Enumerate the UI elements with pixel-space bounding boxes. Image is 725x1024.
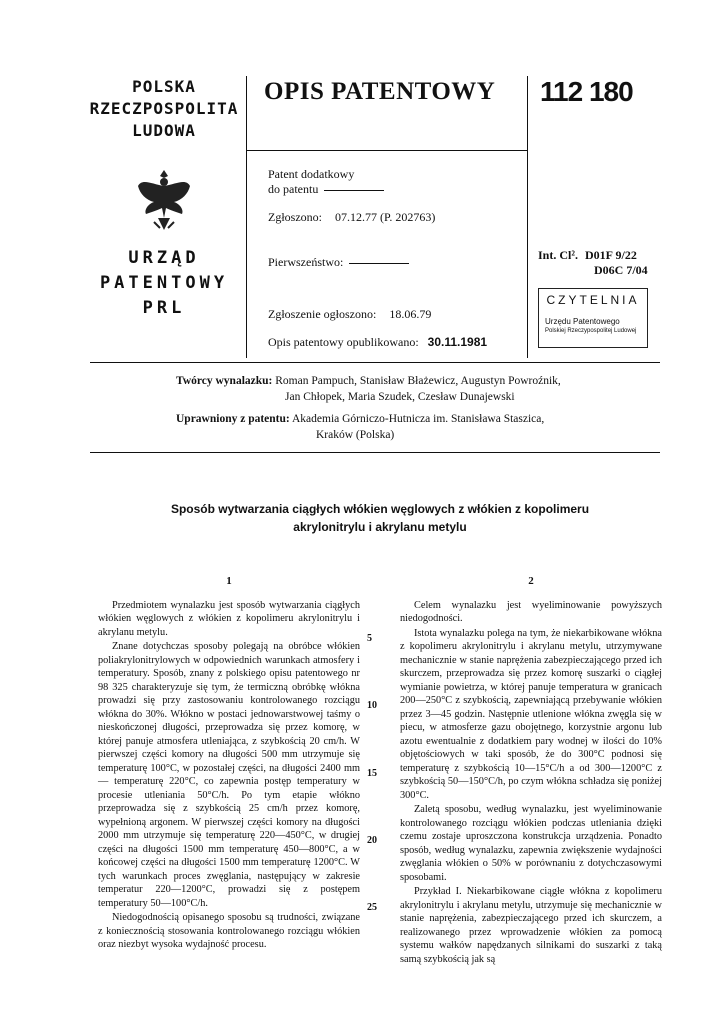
blank-line — [349, 263, 409, 264]
office-block — [88, 246, 240, 321]
invention-title-line-2: akrylonitrylu i akrylanu metylu — [293, 520, 467, 534]
line-number-20: 20 — [367, 835, 377, 846]
office-line-2: PATENTOWY — [99, 273, 229, 293]
divider-right — [527, 76, 528, 358]
publication-field — [268, 335, 487, 350]
country-line-3: LUDOWA — [132, 121, 196, 140]
priority-label: Pierwszeństwo: — [268, 255, 344, 269]
invention-title-line-1: Sposób wytwarzania ciągłych włókien węglowych z włókien z kopolimeru — [170, 502, 590, 516]
line-number-25: 25 — [367, 902, 377, 913]
line-number-10: 10 — [367, 700, 377, 711]
country-block — [88, 76, 240, 321]
publication-value: 30.11.1981 — [427, 335, 488, 349]
announcement-label: Zgłoszenie ogłoszono: — [268, 307, 377, 321]
classification-block — [538, 248, 637, 263]
announcement-value: 18.06.79 — [389, 307, 432, 321]
publication-label: Opis patentowy opublikowano: — [268, 335, 419, 349]
document-title: OPIS PATENTOWY — [264, 78, 496, 105]
classification-label: Int. Cl². — [538, 248, 578, 262]
column-1-paragraph-2: Znane dotychczas sposoby polegają na obróbce włókien poliakrylonitrylowych w odpowiednich warunkach atmosfery i temperatury. Sposób, znany z polskiego opisu patentowego nr 98 325 charakteryzuje się tym, że termiczną obróbkę włókna prowadzi się przy zastosowaniu kontrolowanego rozciągu włókna do 30%. Włókno w postaci jednowarstwowej taśmy o nieskończonej długości, przeprowadza się przez komorę, w której panuje atmosfera utleniająca, z szybkością 20 cm/h. W pierwszej części komory na długości 500 mm utrzymuje się temperaturę 100°C, w pozostałej części, na długości 2400 mm — temperaturę 220°C, co zapewnia postęp temperatury w procesie utleniania 50°C/h. Po tym etapie włókno przeprowadza się z szybkością 25 cm/h przez komorę, wypełnioną argonem. W pierwszej części komory na długości 2000 mm utrzymuje się temperaturę 220—450°C, w drugiej części na długości 1500 mm temperaturę 450—800°C, a w końcowej części na długości 1500 mm temperaturę 1200°C. W tych warunkach proces zwęglania, następujący w zakresie temperatur 220—1200°C, prowadzi się z postępem temperatury 50—100°C/h. — [98, 641, 360, 909]
patent-number: 112 180 — [540, 76, 633, 107]
column-1-paragraph-3: Niedogodnością opisanego sposobu są trudności, związane z koniecznością stosowania kontrolowanego rozciągu włókien oraz niezbyt wysoka wydajność procesu. — [98, 912, 360, 950]
inventors-line-1: Roman Pampuch, Stanisław Błażewicz, Augustyn Powroźnik, — [275, 375, 561, 387]
column-1-paragraph-1: Przedmiotem wynalazku jest sposób wytwarzania ciągłych włókien węglowych z włókien z kopolimeru akrylonitrylu i akrylanu metylu. — [98, 599, 360, 638]
additional-patent-field — [268, 167, 384, 197]
to-patent-label: do patentu — [268, 182, 319, 196]
text-column-1 — [98, 575, 360, 953]
eagle-emblem-icon — [134, 164, 194, 236]
stamp-line-2: Polskiej Rzeczypospolitej Ludowej — [545, 328, 637, 334]
authors-block — [176, 373, 696, 443]
column-2-paragraph-3: Zaletą sposobu, według wynalazku, jest wyeliminowanie kontrolowanego rozciągu włókien podczas utleniania dzięki czemu zostaje uproszczona konstrukcja urządzenia. Ponadto sposób, według wynalazku, zapewnia zwiększenie wydajności zwęglania włókien o 50% w porównaniu z dotychczasowymi sposobami. — [400, 804, 662, 883]
column-2-paragraph-1: Celem wynalazku jest wyeliminowanie powyższych niedogodności. — [400, 599, 662, 624]
column-number-2: 2 — [528, 575, 534, 587]
office-line-1: URZĄD — [128, 248, 200, 268]
announcement-field — [268, 307, 431, 322]
holder-line-2: Kraków (Polska) — [316, 429, 395, 441]
text-column-2 — [400, 575, 662, 967]
inventors-label: Twórcy wynalazku: — [176, 375, 273, 387]
classification-code-2: D06C 7/04 — [594, 263, 648, 277]
column-2-paragraph-4: Przykład I. Niekarbikowane ciągłe włókna z kopolimeru akrylonitrylu i akrylanu metylu, utrzymuje się mechanicznie w stanie naprężenia, zabezpieczającego przed ich skurczem, a realizowanego przez wprowadzenie włókien za pomocą systemu wałków napędzanych silnikami do suszarki z taką samą szybkością jak są — [400, 886, 662, 965]
filing-label: Zgłoszono: — [268, 210, 322, 224]
stamp-line-1: Urzędu Patentowego — [545, 317, 620, 326]
office-line-3: PRL — [142, 298, 186, 318]
priority-field — [268, 255, 409, 270]
divider-left — [246, 76, 247, 358]
holder-line-1: Akademia Górniczo-Hutnicza im. Stanisława Staszica, — [291, 413, 545, 425]
stamp-title: CZYTELNIA — [546, 293, 640, 307]
filing-value: 07.12.77 (P. 202763) — [335, 210, 436, 224]
divider-under-title — [246, 150, 527, 151]
country-line-1: POLSKA — [132, 77, 196, 96]
classification-code-1: D01F 9/22 — [584, 248, 637, 262]
invention-title — [100, 500, 660, 536]
country-line-2: RZECZPOSPOLITA — [89, 99, 239, 118]
filing-field — [268, 210, 435, 225]
line-number-15: 15 — [367, 768, 377, 779]
blank-line — [324, 190, 384, 191]
divider-authors-bottom — [90, 452, 660, 453]
inventors-line-2: Jan Chłopek, Maria Szudek, Czesław Dunajewski — [285, 391, 515, 403]
column-number-1: 1 — [226, 575, 232, 587]
column-2-paragraph-2: Istota wynalazku polega na tym, że niekarbikowane włókna z kopolimeru akrylonitrylu i akrylanu metylu, utrzymywane mechanicznie w stanie naprężenia zabezpieczającego przed ich skurczem, przeprowadza się przez komorę suszarki o ciągłej wymianie powietrza, w której panuje temperatura w granicach 200—250°C z szybkością, zapewniającą przebywanie włókien przez 3—45 godzin. Następnie utlenione włókna zwęgla się w piecu, w atmosferze gazu obojętnego, korzystnie argonu lub azotu ewentualnie z dodatkiem pary wodnej w ilości do 10% objętościowych w taki sposób, że do 300°C podnosi się temperaturę z szybkością 10—15°C/h a od 300—1200°C z szybkością 50—150°C/h, po czym włókna schładza się poniżej 300°C. — [400, 627, 662, 801]
library-stamp — [538, 288, 648, 348]
holder-label: Uprawniony z patentu: — [176, 413, 290, 425]
divider-header-bottom — [90, 362, 660, 363]
line-number-5: 5 — [367, 633, 372, 644]
additional-patent-label: Patent dodatkowy — [268, 167, 355, 181]
